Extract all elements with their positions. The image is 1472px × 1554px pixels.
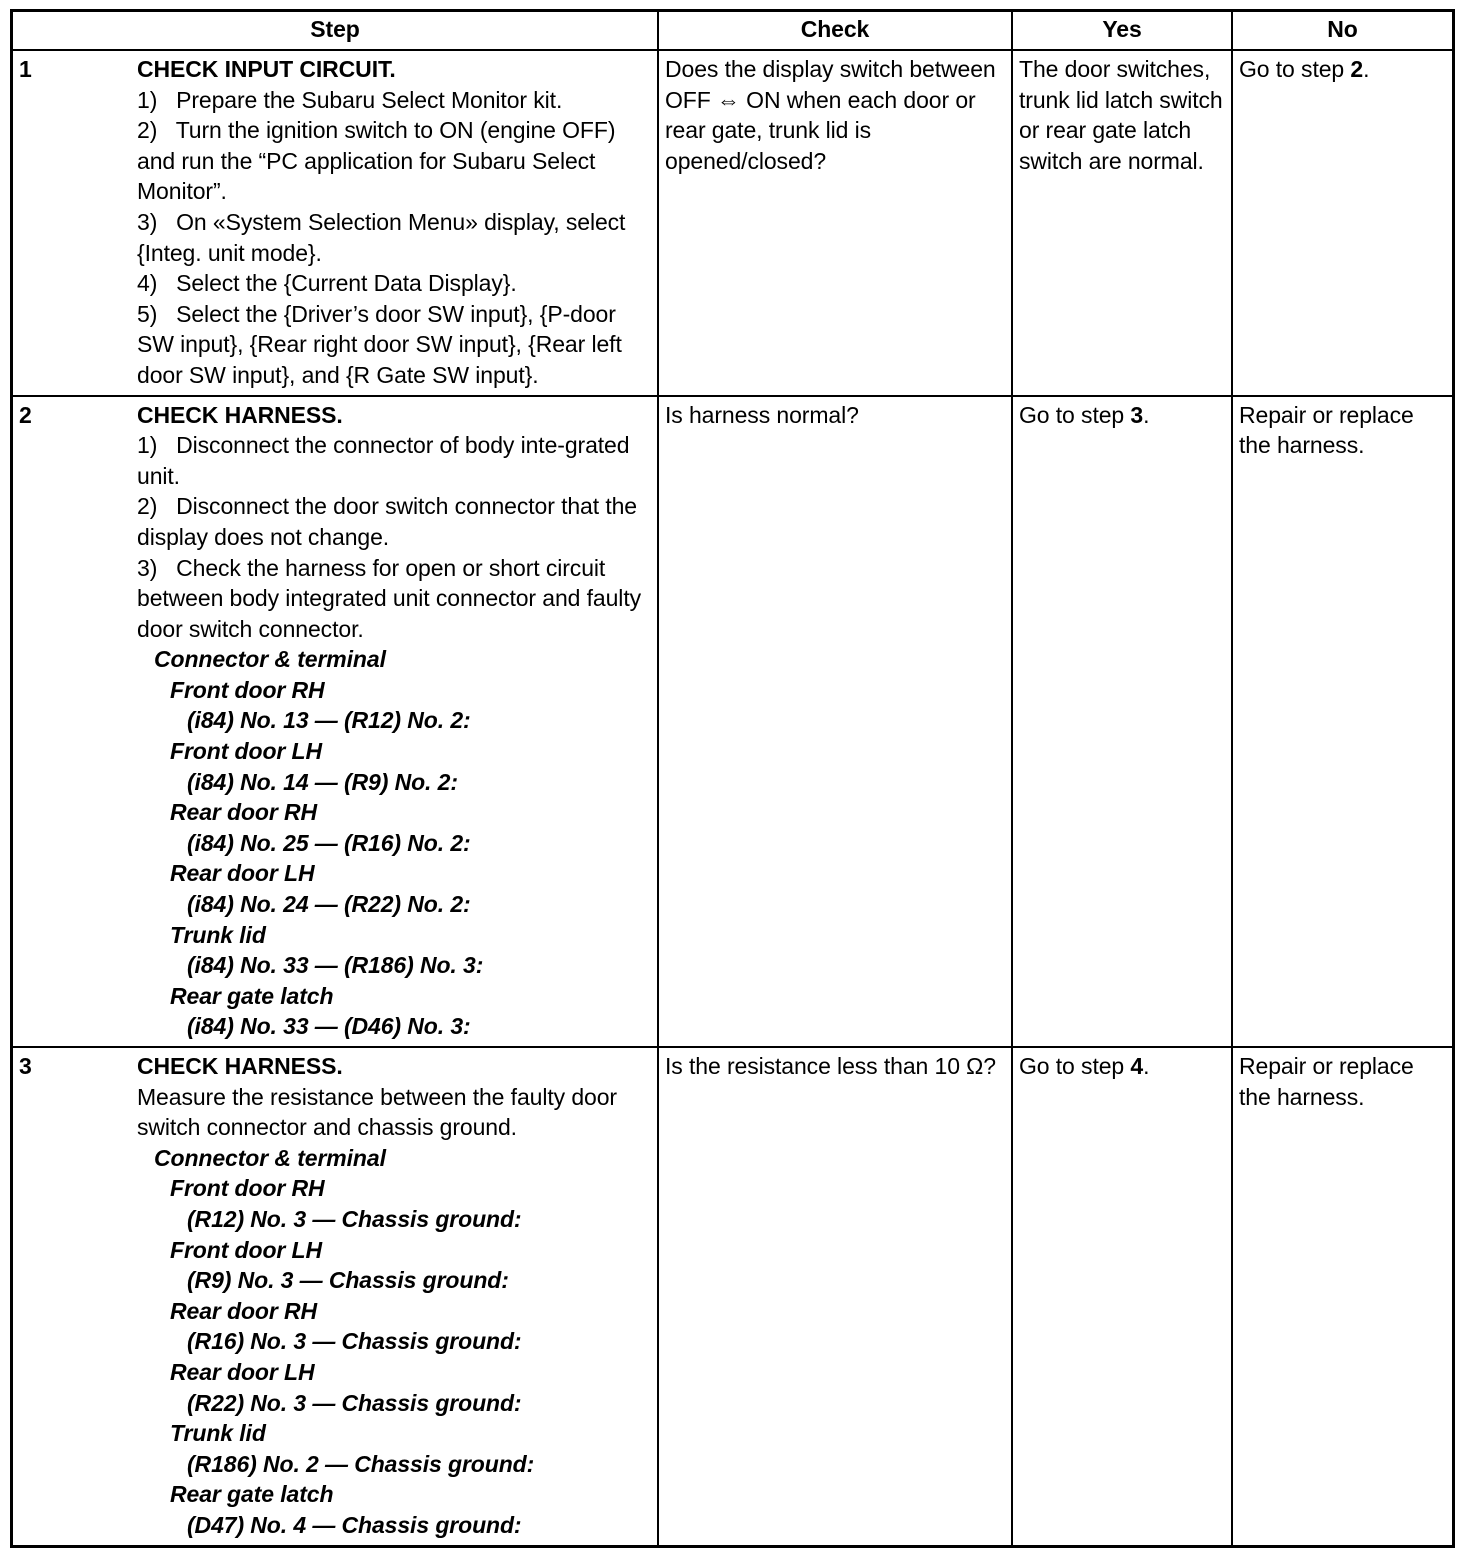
connector-label: Rear door LH xyxy=(170,1358,315,1385)
connector-label: Front door LH xyxy=(170,1236,322,1263)
connector-terminal: (R12) No. 3 — Chassis ground: xyxy=(187,1205,522,1232)
goto-step-number: 4 xyxy=(1130,1053,1144,1079)
connector-label: Rear door RH xyxy=(170,1297,318,1324)
connector-label: Trunk lid xyxy=(170,921,266,948)
instruction-line: 5) Select the {Driver’s door SW input}, {P-door SW input}, {Rear right door SW input}, {Rear left door SW input}, and {R Gate SW input}. xyxy=(137,300,622,388)
instruction-line: 4) Select the {Current Data Display}. xyxy=(137,270,517,297)
yes-suffix: . xyxy=(1143,401,1150,428)
check-cell: Is the resistance less than 10 Ω? xyxy=(658,1047,1012,1545)
goto-step-number: 2 xyxy=(1350,56,1364,82)
step-title: CHECK HARNESS. xyxy=(137,1053,343,1079)
yes-text: Go to step xyxy=(1019,1053,1131,1079)
header-check: Check xyxy=(658,12,1012,50)
goto-step-number: 3 xyxy=(1130,401,1144,428)
connector-label: Rear gate latch xyxy=(170,1481,334,1508)
header-row xyxy=(13,12,1452,50)
table-row xyxy=(13,1047,1452,1545)
connector-terminal: (R16) No. 3 — Chassis ground: xyxy=(187,1328,522,1355)
connector-label: Rear door LH xyxy=(170,860,315,887)
connector-label: Rear door RH xyxy=(170,799,318,826)
step-cell xyxy=(13,50,658,396)
connector-heading: Connector & terminal xyxy=(154,1144,386,1171)
connector-terminal: (R9) No. 3 — Chassis ground: xyxy=(187,1267,509,1294)
connector-terminal: (i84) No. 33 — (D46) No. 3: xyxy=(187,1013,471,1040)
no-text: Go to step xyxy=(1239,56,1351,82)
check-cell: Does the display switch between OFF ⇔ ON when each door or rear gate, trunk lid is opened/closed? xyxy=(658,50,1012,396)
step-number: 3 xyxy=(19,1053,32,1079)
connector-label: Rear gate latch xyxy=(170,982,334,1009)
step-number: 1 xyxy=(19,56,32,82)
yes-cell: The door switches, trunk lid latch switch or rear gate latch switch are normal. xyxy=(1012,50,1232,396)
step-title: CHECK INPUT CIRCUIT. xyxy=(137,56,396,82)
instruction-line: Measure the resistance between the faulty door switch connector and chassis ground. xyxy=(137,1083,617,1141)
connector-label: Front door RH xyxy=(170,676,325,703)
step-cell xyxy=(13,1047,658,1545)
procedure-table xyxy=(13,12,1452,1545)
header-yes: Yes xyxy=(1012,12,1232,50)
connector-terminal: (R22) No. 3 — Chassis ground: xyxy=(187,1389,522,1416)
no-cell xyxy=(1232,50,1452,396)
connector-terminal: (R186) No. 2 — Chassis ground: xyxy=(187,1450,535,1477)
connector-terminal: (i84) No. 25 — (R16) No. 2: xyxy=(187,829,471,856)
connector-terminal: (i84) No. 14 — (R9) No. 2: xyxy=(187,768,458,795)
instruction-line: 3) On «System Selection Menu» display, select {Integ. unit mode}. xyxy=(137,208,626,266)
no-suffix: . xyxy=(1363,56,1370,82)
no-cell: Repair or replace the harness. xyxy=(1232,1047,1452,1545)
header-step: Step xyxy=(13,12,658,50)
diagnostic-procedure-document xyxy=(10,9,1455,1548)
connector-terminal: (D47) No. 4 — Chassis ground: xyxy=(187,1511,522,1538)
step-cell xyxy=(13,396,658,1047)
instruction-line: 3) Check the harness for open or short circuit between body integrated unit connector and faulty door switch connector. xyxy=(137,554,642,642)
step-number: 2 xyxy=(19,401,32,428)
yes-text: Go to step xyxy=(1019,401,1131,428)
instruction-line: 2) Turn the ignition switch to ON (engine OFF) and run the “PC application for Subaru Select Monitor”. xyxy=(137,117,616,205)
instruction-line: 1) Disconnect the connector of body inte-grated unit. xyxy=(137,432,630,489)
header-no: No xyxy=(1232,12,1452,50)
connector-label: Trunk lid xyxy=(170,1420,266,1447)
connector-terminal: (i84) No. 13 — (R12) No. 2: xyxy=(187,707,471,734)
yes-cell xyxy=(1012,1047,1232,1545)
connector-heading: Connector & terminal xyxy=(154,646,386,673)
instruction-line: 1) Prepare the Subaru Select Monitor kit. xyxy=(137,86,563,113)
connector-terminal: (i84) No. 33 — (R186) No. 3: xyxy=(187,952,484,979)
connector-terminal: (i84) No. 24 — (R22) No. 2: xyxy=(187,891,471,918)
check-cell: Is harness normal? xyxy=(658,396,1012,1047)
yes-suffix: . xyxy=(1143,1053,1150,1079)
instruction-line: 2) Disconnect the door switch connector that the display does not change. xyxy=(137,493,637,550)
table-row xyxy=(13,396,1452,1047)
step-title: CHECK HARNESS. xyxy=(137,401,343,428)
connector-label: Front door RH xyxy=(170,1175,325,1202)
connector-label: Front door LH xyxy=(170,738,322,765)
yes-cell xyxy=(1012,396,1232,1047)
table-row xyxy=(13,50,1452,396)
no-cell: Repair or replace the harness. xyxy=(1232,396,1452,1047)
